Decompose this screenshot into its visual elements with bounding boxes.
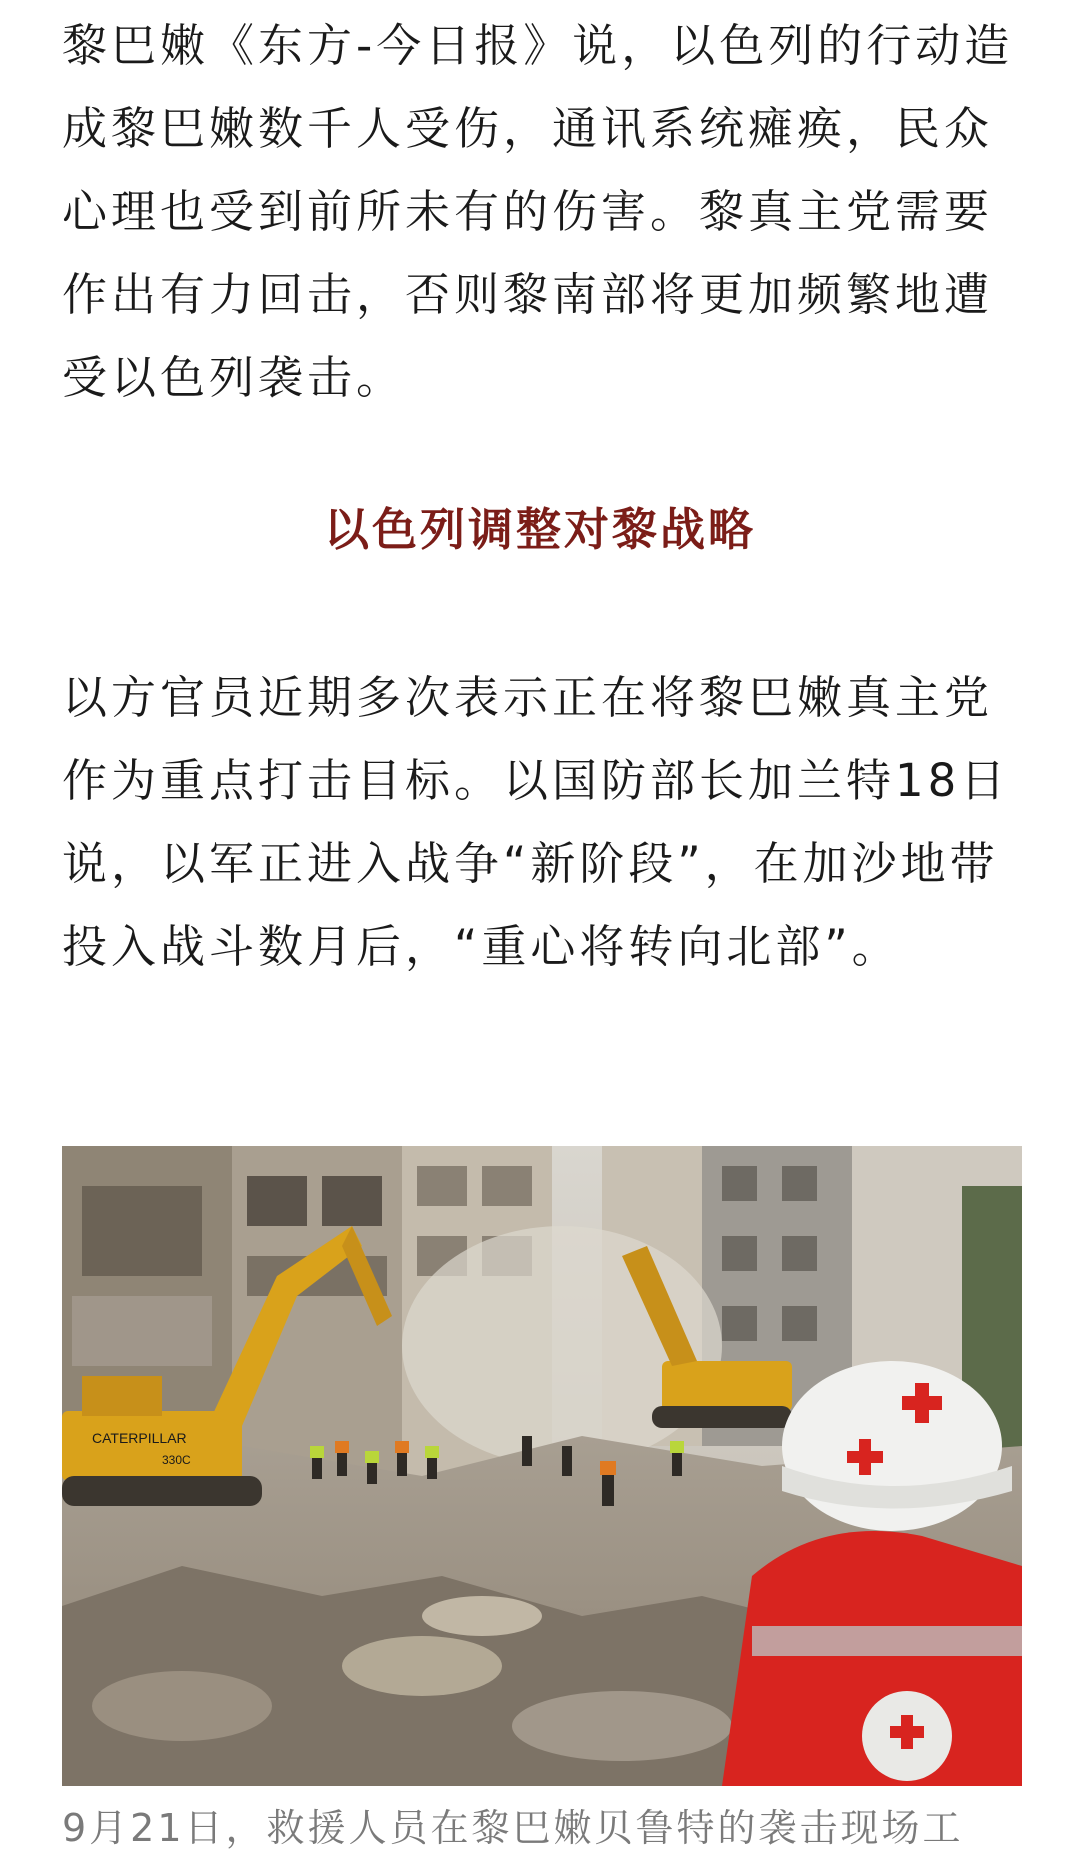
rescue-scene-illustration	[62, 1146, 1022, 1786]
article-paragraph: 以方官员近期多次表示正在将黎巴嫩真主党作为重点打击目标。以国防部长加兰特18日说，以军正进入战争“新阶段”，在加沙地带投入战斗数月后，“重心将转向北部”。	[62, 671, 1010, 973]
article-photo[interactable]	[62, 1146, 1022, 1786]
photo-caption: 9月21日，救援人员在黎巴嫩贝鲁特的袭击现场工	[62, 1806, 964, 1850]
article-paragraph: 黎巴嫩《东方-今日报》说，以色列的行动造成黎巴嫩数千人受伤，通讯系统瘫痪，民众心理也受到前所未有的伤害。黎真主党需要作出有力回击，否则黎南部将更加频繁地遭受以色列袭击。	[62, 19, 1014, 404]
excavator-label: CATERPILLAR	[92, 1430, 187, 1446]
excavator-model-label: 330C	[162, 1453, 191, 1467]
section-heading: 以色列调整对黎战略	[323, 503, 756, 556]
